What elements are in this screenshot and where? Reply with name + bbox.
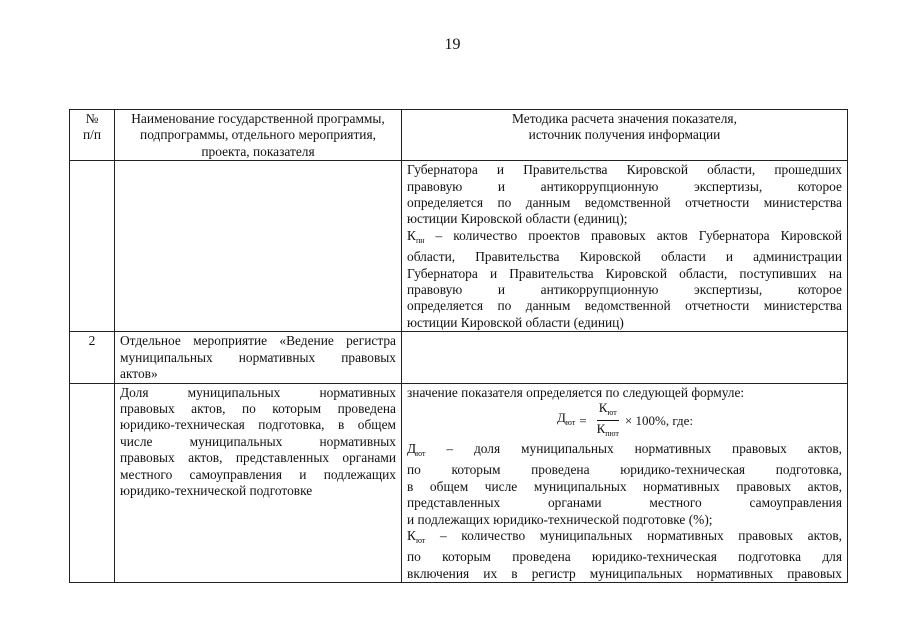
method-line: юстиции Кировской области (единиц) bbox=[407, 314, 624, 330]
formula-equals: = bbox=[579, 412, 587, 428]
header-method-line1: Методика расчета значения показателя, bbox=[512, 111, 737, 126]
header-name-cell bbox=[115, 110, 402, 161]
formula-lhs-symbol: Д bbox=[557, 410, 566, 426]
formula-fraction bbox=[595, 400, 621, 441]
numerator-subscript: ют bbox=[607, 408, 617, 418]
event-name-line: Отдельное мероприятие «Ведение регистра bbox=[120, 333, 396, 349]
formula-lhs bbox=[557, 410, 575, 431]
table-row-indicator bbox=[70, 383, 848, 583]
continuation-method-cell bbox=[402, 161, 848, 332]
denominator-subscript: пют bbox=[605, 429, 619, 439]
method-line: по которым проведена юридико-техническая подготовка для bbox=[407, 549, 842, 565]
formula-lhs-subscript: ют bbox=[565, 418, 576, 428]
formula-denominator bbox=[595, 421, 621, 441]
indicator-name-line: местного самоуправления и подлежащих bbox=[120, 466, 396, 482]
kpn-text: – количество проектов правовых актов Губернатора Кировской bbox=[424, 227, 842, 243]
method-line: Губернатора и Правительства Кировской области, прошедших bbox=[407, 162, 842, 178]
continuation-name-cell bbox=[115, 161, 402, 332]
event-name-line: актов» bbox=[120, 366, 158, 382]
formula-tail: × 100%, где: bbox=[624, 412, 694, 428]
method-line: Губернатора и Правительства Кировской области, поступивших на bbox=[407, 265, 842, 281]
formula-intro: значение показателя определяется по следующей формуле: bbox=[407, 384, 745, 400]
header-method-line2: источник получения информации bbox=[528, 127, 721, 143]
table-row-continuation bbox=[70, 161, 848, 332]
dyut-symbol: Д bbox=[407, 440, 417, 456]
indicator-name-line: юридико-техническая подготовка, в общем bbox=[120, 417, 396, 433]
continuation-num-cell bbox=[70, 161, 115, 332]
kyut-definition-line bbox=[407, 528, 842, 549]
indicator-name-line: числе муниципальных нормативных bbox=[120, 433, 396, 449]
indicator-num-cell bbox=[70, 383, 115, 583]
kyut-subscript: ют bbox=[415, 535, 426, 545]
indicator-name-line: правовых актов, представленных органами bbox=[120, 450, 396, 466]
event-num-cell: 2 bbox=[70, 332, 115, 383]
event-name-line: муниципальных нормативных правовых bbox=[120, 349, 396, 365]
method-line: юстиции Кировской области (единиц); bbox=[407, 211, 628, 227]
indicator-methodology-table bbox=[69, 109, 848, 583]
method-line: определяется по данным ведомственной отчетности министерства bbox=[407, 195, 842, 211]
header-name-line2: подпрограммы, отдельного мероприятия, bbox=[140, 127, 376, 143]
numerator-symbol: К bbox=[598, 400, 608, 416]
kyut-symbol: К bbox=[407, 527, 416, 543]
header-name-line3: проекта, показателя bbox=[201, 143, 315, 159]
event-name-cell bbox=[115, 332, 402, 383]
denominator-symbol: К bbox=[596, 421, 606, 437]
method-line: включения их в регистр муниципальных нормативных правовых bbox=[407, 565, 842, 581]
formula-numerator bbox=[597, 400, 619, 421]
method-line: области, Правительства Кировской области и администрации bbox=[407, 249, 842, 265]
method-line: правовую и антикоррупционную экспертизы, которое bbox=[407, 178, 842, 194]
indicator-name-line: Доля муниципальных нормативных bbox=[120, 384, 396, 400]
formula bbox=[407, 401, 842, 441]
indicator-name-cell bbox=[115, 383, 402, 583]
kpn-symbol: К bbox=[407, 227, 416, 243]
page-number: 19 bbox=[444, 36, 461, 53]
indicator-method-cell bbox=[402, 383, 848, 583]
kyut-text: – количество муниципальных нормативных правовых актов, bbox=[425, 527, 842, 543]
header-name-line1: Наименование государственной программы, bbox=[131, 111, 385, 126]
method-line: в общем числе муниципальных нормативных правовых актов, bbox=[407, 478, 842, 494]
table-header-row bbox=[70, 110, 848, 161]
method-line: и подлежащих юридико-технической подготовке (%); bbox=[407, 511, 713, 527]
method-line: определяется по данным ведомственной отчетности министерства bbox=[407, 298, 842, 314]
event-method-cell bbox=[402, 332, 848, 383]
table-row-event bbox=[70, 332, 848, 383]
method-line: правовую и антикоррупционную экспертизы, которое bbox=[407, 282, 842, 298]
dyut-definition-line bbox=[407, 441, 842, 462]
indicator-name-line: юридико-технической подготовке bbox=[120, 482, 313, 498]
kpn-subscript: пн bbox=[415, 235, 425, 245]
header-num-line1: № bbox=[85, 111, 99, 126]
dyut-text: – доля муниципальных нормативных правовых актов, bbox=[425, 440, 842, 456]
method-line: представленных органами местного самоуправления bbox=[407, 495, 842, 511]
kpn-definition-line bbox=[407, 228, 842, 249]
header-num-line2: п/п bbox=[82, 127, 102, 143]
dyut-subscript: ют bbox=[416, 448, 426, 458]
header-method-cell bbox=[402, 110, 848, 161]
header-num-cell bbox=[70, 110, 115, 161]
method-line: по которым проведена юридико-техническая подготовка, bbox=[407, 462, 842, 478]
indicator-name-line: правовых актов, по которым проведена bbox=[120, 400, 396, 416]
